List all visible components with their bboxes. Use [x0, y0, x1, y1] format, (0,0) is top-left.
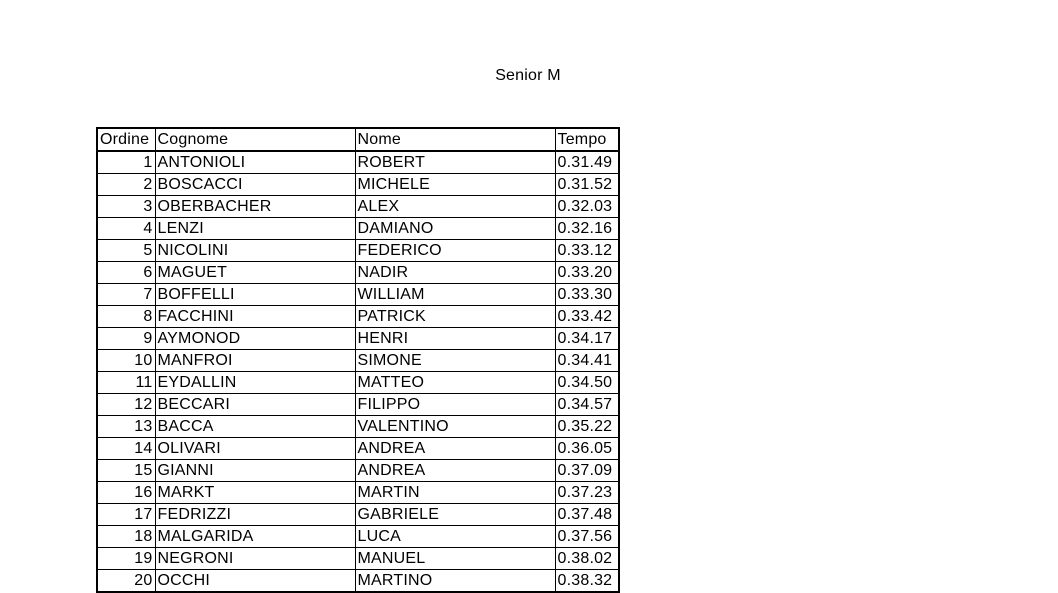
cell-cognome: FEDRIZZI	[155, 504, 355, 526]
table-row	[97, 438, 619, 460]
table-row	[97, 262, 619, 284]
cell-ordine: 6	[97, 262, 155, 284]
cell-nome: GABRIELE	[355, 504, 555, 526]
table-row	[97, 328, 619, 350]
table-row	[97, 372, 619, 394]
cell-tempo: 0.34.41	[555, 350, 619, 372]
cell-ordine: 12	[97, 394, 155, 416]
table-row	[97, 350, 619, 372]
header-cognome: Cognome	[155, 128, 355, 151]
table-row	[97, 174, 619, 196]
cell-ordine: 3	[97, 196, 155, 218]
table-row	[97, 548, 619, 570]
cell-nome: ANDREA	[355, 460, 555, 482]
cell-tempo: 0.37.56	[555, 526, 619, 548]
header-tempo: Tempo	[555, 128, 619, 151]
cell-ordine: 18	[97, 526, 155, 548]
cell-nome: MARTIN	[355, 482, 555, 504]
cell-cognome: BECCARI	[155, 394, 355, 416]
table-row	[97, 416, 619, 438]
cell-cognome: GIANNI	[155, 460, 355, 482]
cell-cognome: OCCHI	[155, 570, 355, 593]
cell-nome: FEDERICO	[355, 240, 555, 262]
cell-cognome: NEGRONI	[155, 548, 355, 570]
cell-tempo: 0.31.52	[555, 174, 619, 196]
cell-ordine: 2	[97, 174, 155, 196]
cell-ordine: 7	[97, 284, 155, 306]
cell-ordine: 10	[97, 350, 155, 372]
cell-tempo: 0.32.03	[555, 196, 619, 218]
cell-cognome: OLIVARI	[155, 438, 355, 460]
page-title: Senior M	[495, 67, 561, 84]
cell-ordine: 5	[97, 240, 155, 262]
cell-nome: MATTEO	[355, 372, 555, 394]
header-ordine: Ordine	[97, 128, 155, 151]
table-row	[97, 570, 619, 593]
cell-cognome: BACCA	[155, 416, 355, 438]
cell-tempo: 0.35.22	[555, 416, 619, 438]
cell-tempo: 0.33.20	[555, 262, 619, 284]
cell-nome: NADIR	[355, 262, 555, 284]
results-table	[96, 127, 620, 593]
cell-tempo: 0.38.32	[555, 570, 619, 593]
results-body	[97, 151, 619, 592]
cell-tempo: 0.31.49	[555, 151, 619, 174]
cell-nome: ROBERT	[355, 151, 555, 174]
table-row	[97, 460, 619, 482]
cell-cognome: MALGARIDA	[155, 526, 355, 548]
cell-cognome: LENZI	[155, 218, 355, 240]
cell-ordine: 13	[97, 416, 155, 438]
cell-cognome: MAGUET	[155, 262, 355, 284]
table-row	[97, 240, 619, 262]
cell-cognome: AYMONOD	[155, 328, 355, 350]
cell-ordine: 9	[97, 328, 155, 350]
cell-ordine: 1	[97, 151, 155, 174]
cell-cognome: ANTONIOLI	[155, 151, 355, 174]
cell-cognome: NICOLINI	[155, 240, 355, 262]
cell-tempo: 0.36.05	[555, 438, 619, 460]
cell-cognome: BOFFELLI	[155, 284, 355, 306]
cell-tempo: 0.38.02	[555, 548, 619, 570]
cell-nome: ANDREA	[355, 438, 555, 460]
cell-tempo: 0.32.16	[555, 218, 619, 240]
table-header-row	[97, 128, 619, 151]
table-row	[97, 504, 619, 526]
cell-cognome: EYDALLIN	[155, 372, 355, 394]
cell-nome: HENRI	[355, 328, 555, 350]
cell-tempo: 0.33.12	[555, 240, 619, 262]
table-row	[97, 284, 619, 306]
cell-ordine: 17	[97, 504, 155, 526]
table-row	[97, 394, 619, 416]
cell-ordine: 16	[97, 482, 155, 504]
cell-nome: MANUEL	[355, 548, 555, 570]
cell-ordine: 8	[97, 306, 155, 328]
cell-tempo: 0.34.50	[555, 372, 619, 394]
cell-ordine: 4	[97, 218, 155, 240]
table-row	[97, 151, 619, 174]
cell-nome: VALENTINO	[355, 416, 555, 438]
cell-cognome: MANFROI	[155, 350, 355, 372]
header-nome: Nome	[355, 128, 555, 151]
cell-nome: MICHELE	[355, 174, 555, 196]
table-row	[97, 526, 619, 548]
cell-nome: MARTINO	[355, 570, 555, 593]
cell-tempo: 0.34.57	[555, 394, 619, 416]
table-row	[97, 306, 619, 328]
cell-cognome: OBERBACHER	[155, 196, 355, 218]
table-row	[97, 218, 619, 240]
cell-tempo: 0.37.09	[555, 460, 619, 482]
table-row	[97, 482, 619, 504]
table-row	[97, 196, 619, 218]
cell-tempo: 0.33.42	[555, 306, 619, 328]
cell-nome: LUCA	[355, 526, 555, 548]
cell-nome: PATRICK	[355, 306, 555, 328]
cell-tempo: 0.37.23	[555, 482, 619, 504]
cell-ordine: 20	[97, 570, 155, 593]
cell-tempo: 0.37.48	[555, 504, 619, 526]
cell-nome: ALEX	[355, 196, 555, 218]
cell-ordine: 11	[97, 372, 155, 394]
cell-nome: WILLIAM	[355, 284, 555, 306]
cell-nome: SIMONE	[355, 350, 555, 372]
cell-tempo: 0.34.17	[555, 328, 619, 350]
cell-cognome: MARKT	[155, 482, 355, 504]
cell-nome: DAMIANO	[355, 218, 555, 240]
cell-ordine: 15	[97, 460, 155, 482]
cell-tempo: 0.33.30	[555, 284, 619, 306]
cell-ordine: 14	[97, 438, 155, 460]
cell-cognome: BOSCACCI	[155, 174, 355, 196]
cell-nome: FILIPPO	[355, 394, 555, 416]
cell-ordine: 19	[97, 548, 155, 570]
cell-cognome: FACCHINI	[155, 306, 355, 328]
